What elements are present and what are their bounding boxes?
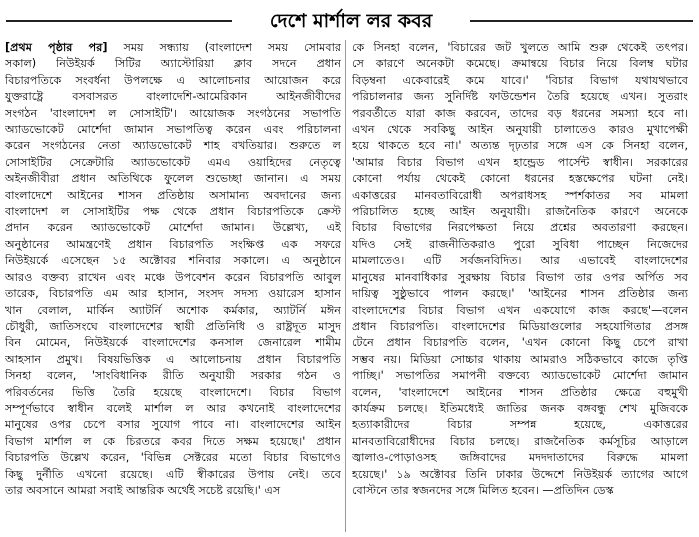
continuation-marker: [প্রথম পৃষ্ঠার পর]	[5, 41, 108, 54]
article-line: বাংলাদেশের বিচার বিভাগ এখন একযোগে কাজ করছে'—বলেন	[352, 303, 688, 317]
article-line: তারেক, বিচারপতি এম আর হাসান, সংসদ সদস্য ওয়ারেস হাসান	[5, 287, 341, 301]
article-line	[5, 40, 341, 56]
article-line: কার্যক্রম চলছে। ইতিমধ্যেই জাতির জনক বঙ্গবন্ধু শেখ মুজিবকে	[352, 401, 688, 415]
article-line: পরিবর্তনের ভিত্তি তৈরি হয়েছে বাংলাদেশে। বিচার বিভাগ	[5, 385, 341, 399]
article-line: হত্যাকারীদের বিচার সম্পন্ন হয়েছে, একাত্তরের	[352, 418, 688, 432]
article-line: বাংলাদেশে আইনের শাসন প্রতিষ্ঠায় অসামান্য অবদানের জন্য	[5, 188, 341, 202]
article-line: বলেন, 'বাংলাদেশে আইনের শাসন প্রতিষ্ঠার ক্ষেত্রে বহুমুখী	[352, 385, 688, 399]
article-line-text: সময় সন্ধ্যায় (বাংলাদেশ সময় সোমবার	[107, 41, 341, 54]
article-line: কোনো পর্যায় থেকেই কোনো ধরনের হস্তক্ষেপের ঘটনা নেই।	[352, 172, 688, 186]
headline-bar	[0, 6, 699, 36]
article-line: পাচ্ছি।' সভাপতির সমাপনী বক্তব্যে অ্যাডভোকেট মোর্শেদা জামান	[352, 369, 688, 383]
article-line: প্রধান বিচারপতি। বাংলাদেশের মিডিয়াগুলোর সহযোগিতার প্রসঙ্গ	[352, 319, 688, 333]
article-line: বিভাগ মার্শাল ল কে চিরতরে কবর দিতে সক্ষম হয়েছে।' প্রধান	[5, 434, 341, 448]
article-line: অ্যাডভোকেট মোর্শেদা জামান সভাপতিত্ব করেন এবং পরিচালনা	[5, 123, 341, 137]
article-line: মামলাতেও। এটি সর্বজনবিদিত। আর এভাবেই বাংলাদেশের	[352, 254, 688, 268]
article-line: একাত্তরের মানবতাবিরোধী অপরাধসহ স্পর্শকাতর সব মামলা	[352, 188, 688, 202]
article-line: সোসাইটির সেক্রেটারি অ্যাডভোকেট এমএ ওয়াহিদের নেতৃত্বে	[5, 155, 341, 169]
article-line: সে কারণে অনেকটা কমেছে। ক্রমান্বয়ে বিচার নিয়ে বিলম্ব ঘটার	[352, 57, 688, 71]
article-line: অনুষ্ঠানের আমন্ত্রণেই প্রধান বিচারপতি সংক্ষিপ্ত এক সফরে	[5, 237, 341, 251]
article-column-right	[352, 40, 688, 532]
article-line: জ্বালাও-পোড়াওসহ জঙ্গিবাদের মদদদাতাদের বিরুদ্ধে মামলা	[352, 451, 688, 465]
article-line: হয়েছে।' ১৯ অক্টোবর তিনি ঢাকার উদ্দেশে নিউইয়র্ক ত্যাগের আগে	[352, 467, 688, 481]
article-line: সম্ভব নয়। মিডিয়া সোচ্চার থাকায় আমরাও সঠিকভাবে কাজে তৃপ্তি	[352, 352, 688, 366]
article-line: মানবতাবিরোধীদের বিচার চলছে। রাজনৈতিক কর্মসূচির আড়ালে	[352, 434, 688, 448]
article-line: আরও বক্তব্য রাখেন এবং মঞ্চে উপবেশন করেন বিচারপতি আবুল	[5, 270, 341, 284]
column-divider	[345, 40, 346, 532]
article-line: তার অবসানে আমরা সবাই আন্তরিক অর্থেই সচেষ্ট রয়েছি।' এস	[5, 483, 281, 497]
headline-rule-right	[470, 20, 693, 22]
article-line: বাংলাদেশ ল সোসাইটির পক্ষ থেকে প্রধান বিচারপতিকে ক্রেস্ট	[5, 205, 341, 219]
article-line: বিন মোমেন, নিউইয়র্কে বাংলাদেশের কনসাল জেনারেল শামীম	[5, 336, 341, 350]
article-line: নিউইয়র্কে এসেছেন ১৫ অক্টোবর শনিবার সকালে। এ অনুষ্ঠানে	[5, 254, 341, 268]
article-line: এখন থেকে সবকিছু আইন অনুযায়ী চালাতেও কারও মুখাপেক্ষী	[352, 123, 688, 137]
article-column-left	[5, 40, 341, 532]
article-line: প্রদান করেন অ্যাডভোকেট মোর্শেদা জামান। উল্লেখ্য, এই	[5, 221, 341, 235]
article-line: বিড়ম্বনা একেবারেই কমে যাবে।' 'বিচার বিভাগ যথাযথভাবে	[352, 73, 688, 87]
article-line: পরবর্তীতে যারা কাজ করবেন, তাদের বড় ধরনের সমস্যা হবে না।	[352, 106, 688, 120]
article-line: দায়িত্ব সুষ্ঠুভাবে পালন করছে।' 'আইনের শাসন প্রতিষ্ঠার জন্য	[352, 287, 688, 301]
article-line: বোস্টনে তার স্বজনদের সঙ্গে মিলিত হবেন। —প্রতিদিন ডেস্ক	[352, 483, 614, 497]
article-line: সম্পূর্ণভাবে স্বাধীন বলেই মার্শাল ল আর কখনোই বাংলাদেশের	[5, 401, 341, 415]
article-line: মানুষের ওপর চেপে বসার সুযোগ পাবে না। বাংলাদেশের আইন	[5, 418, 341, 432]
article-line: খান বেলাল, মার্কিন অ্যাটর্নি অশোক কর্মকার, অ্যাটর্নি মঈন	[5, 303, 341, 317]
article-line: 'আমার বিচার বিভাগ এখন হান্ড্রেড পার্সেন্ট স্বাধীন। সরকারের	[352, 155, 688, 169]
article-line: চৌধুরী, জাতিসংঘে বাংলাদেশের স্থায়ী প্রতিনিধি ও রাষ্ট্রদূত মাসুদ	[5, 319, 341, 333]
article-line: বিচার বিভাগের নিরপেক্ষতা নিয়ে প্রশ্নের অবতারণা করছেন।	[352, 221, 688, 235]
article-line: করেন সংগঠনের নেতা অ্যাডভোকেট শাহ বখতিয়ার। শুরুতে ল	[5, 139, 341, 153]
article-line: হয়ে থাকতে হবে না।' অত্যন্ত দৃঢ়তার সঙ্গে এস কে সিনহা বলেন,	[352, 139, 688, 153]
headline-rule-left	[6, 20, 232, 22]
headline: দেশে মার্শাল লর কবর	[269, 10, 433, 32]
article-line: মানুষের মানবাধিকার সুরক্ষায় বিচার বিভাগ তার ওপর অর্পিত সব	[352, 270, 688, 284]
article-line: সকাল) নিউইয়র্ক সিটির অ্যাস্টোরিয়া ক্লাব সদনে প্রধান	[5, 57, 341, 71]
article-line: টেনে প্রধান বিচারপতি বলেন, 'এখন কোনো কিছু চেপে রাখা	[352, 336, 688, 350]
article-line: বিচারপতি উল্লেখ করেন, 'বিভিন্ন সেক্টরের মতো বিচার বিভাগেও	[5, 451, 341, 465]
article-line: পরিচালনার জন্য সুনির্দিষ্ট ফাউন্ডেশন তৈরি হয়েছে এখন। সুতরাং	[352, 90, 688, 104]
article-line: আহসান প্রমুখ। বিষয়ভিত্তিক এ আলোচনায় প্রধান বিচারপতি	[5, 352, 341, 366]
article-line: অইনজীবীরা প্রধান অতিথিকে ফুলেল শুভেচ্ছা জানান। এ সময়	[5, 172, 341, 186]
article-line: কে সিনহা বলেন, 'বিচারের জট খুলতে আমি শুরু থেকেই তৎপর।	[352, 41, 688, 54]
article-line: যুক্তরাষ্ট্রে বসবাসরত বাংলাদেশি-আমেরিকান আইনজীবীদের	[5, 90, 341, 104]
article-line: বিচারপতিকে সংবর্ধনা উপলক্ষে এ আলোচনার আয়োজন করে	[5, 73, 341, 87]
article-line: কিছু দুর্নীতি এখনো রয়েছে। এটি স্বীকারের উপায় নেই। তবে	[5, 467, 341, 481]
article-line: সিনহা বলেন, 'সাংবিধানিক রীতি অনুযায়ী সরকার গঠন ও	[5, 369, 341, 383]
article-line: যদিও সেই রাজনীতিকরাও পুরো সুবিধা পাচ্ছেন নিজেদের	[352, 237, 688, 251]
article-line: পরিচালিত হচ্ছে আইন অনুযায়ী। রাজনৈতিক কারণে অনেকে	[352, 205, 688, 219]
article-line: সংগঠন 'বাংলাদেশ ল সোসাইটি'। আয়োজক সংগঠনের সভাপতি	[5, 106, 341, 120]
